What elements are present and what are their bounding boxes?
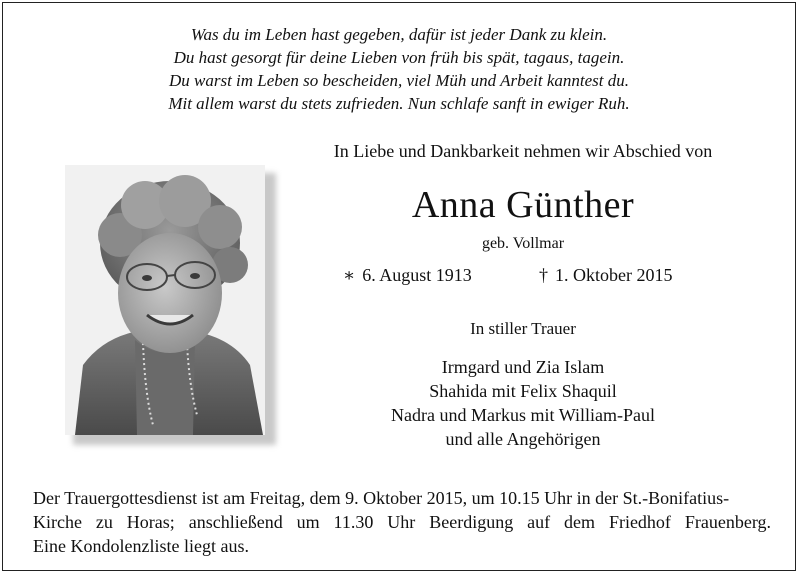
poem-line: Du hast gesorgt für deine Lieben von früh bis spät, tagaus, tagein. bbox=[173, 48, 625, 67]
death-date-text: 1. Oktober 2015 bbox=[555, 265, 673, 285]
deceased-name: Anna Günther bbox=[411, 184, 635, 226]
family-list bbox=[303, 355, 743, 451]
birth-date-text: 6. August 1913 bbox=[362, 265, 472, 285]
farewell-intro: In Liebe und Dankbarkeit nehmen wir Abschied von bbox=[333, 141, 713, 161]
service-line: Kirche zu Horas; anschließend um 11.30 Uhr Beerdigung auf dem Friedhof Frauenberg. bbox=[33, 512, 771, 532]
death-cross-icon: † bbox=[539, 265, 548, 285]
family-member: und alle Angehörigen bbox=[445, 429, 601, 449]
obituary-notice bbox=[2, 2, 796, 571]
poem-verse bbox=[3, 23, 795, 115]
mourning-label: In stiller Trauer bbox=[470, 319, 576, 338]
poem-line: Was du im Leben hast gegeben, dafür ist jeder Dank zu klein. bbox=[190, 25, 608, 44]
family-member: Irmgard und Zia Islam bbox=[441, 357, 605, 377]
portrait-photo bbox=[65, 165, 265, 435]
birth-date bbox=[343, 265, 472, 286]
service-line: Eine Kondolenzliste liegt aus. bbox=[33, 536, 249, 556]
poem-line: Du warst im Leben so bescheiden, viel Müh und Arbeit kanntest du. bbox=[168, 71, 630, 90]
service-details bbox=[33, 486, 771, 558]
family-member: Nadra und Markus mit William-Paul bbox=[391, 405, 655, 425]
poem-line: Mit allem warst du stets zufrieden. Nun schlafe sanft in ewiger Ruh. bbox=[168, 94, 630, 113]
service-line: Der Trauergottesdienst ist am Freitag, dem 9. Oktober 2015, um 10.15 Uhr in der St.-Bonifatius- bbox=[33, 488, 730, 508]
maiden-name: geb. Vollmar bbox=[481, 235, 565, 252]
family-member: Shahida mit Felix Shaquil bbox=[429, 381, 617, 401]
birth-star-icon: ∗ bbox=[343, 265, 356, 285]
portrait-image bbox=[65, 165, 265, 435]
death-date bbox=[539, 265, 672, 286]
